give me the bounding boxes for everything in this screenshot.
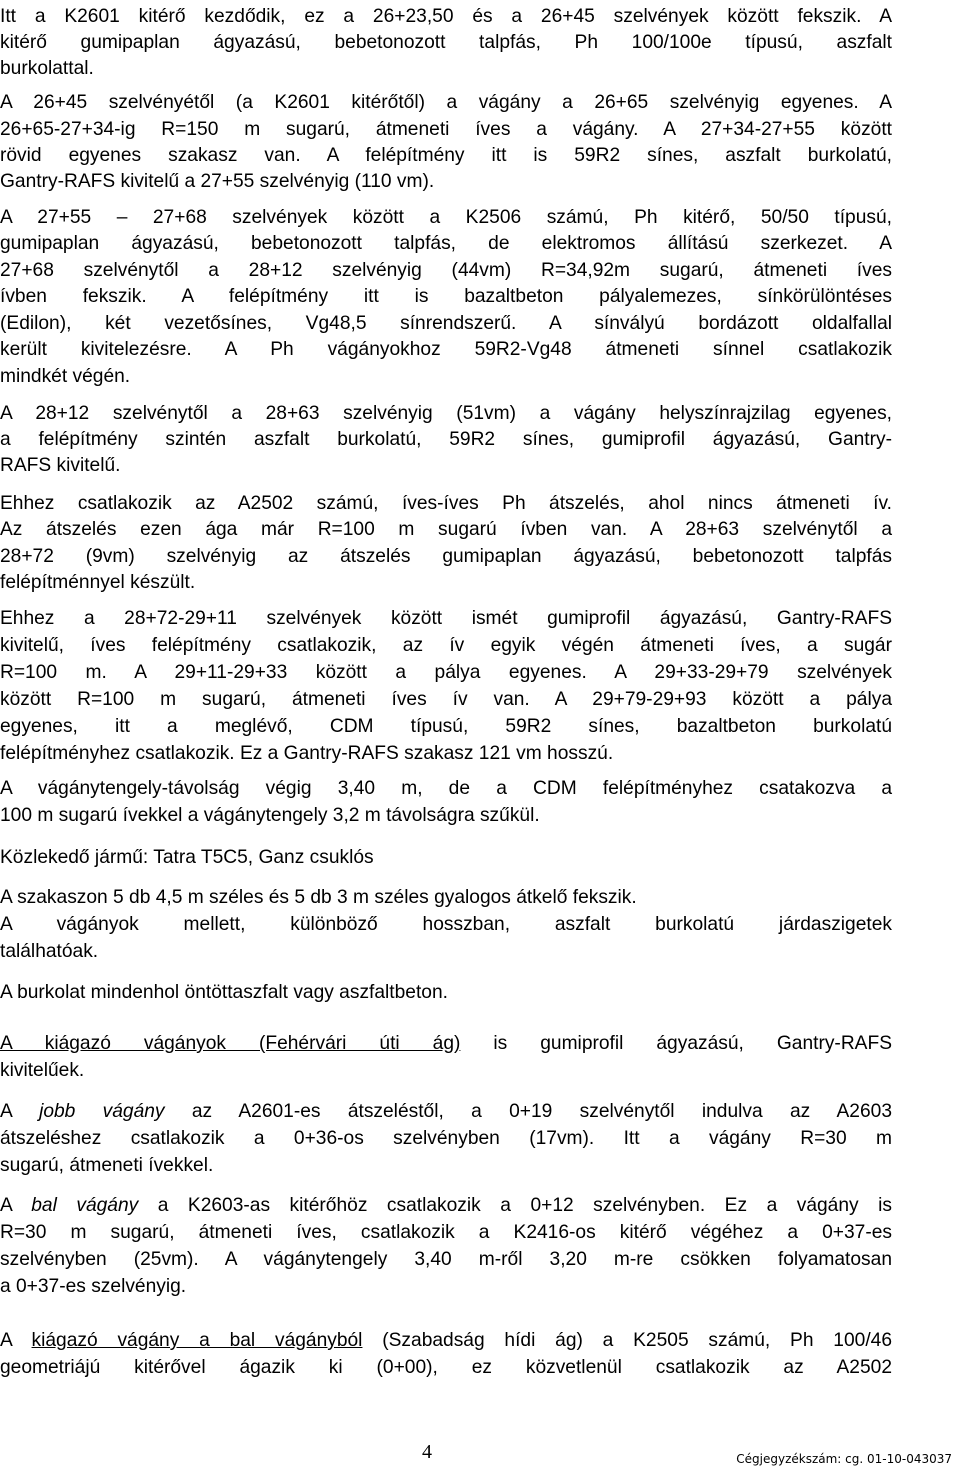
text-line: Itt a K2601 kitérő kezdődik, ez a 26+23,50 és a 26+45 szelvények között fekszik. A xyxy=(0,6,892,27)
text-line: A vágányok mellett, különböző hosszban, aszfalt burkolatú járdaszigetek xyxy=(0,914,892,935)
text-line: 27+68 szelvénytől a 28+12 szelvényig (44vm) R=34,92m sugarú, átmeneti íves xyxy=(0,260,892,281)
text-run: A xyxy=(0,1195,32,1216)
text-line: felépítményhez csatlakozik. Ez a Gantry-RAFS szakasz 121 vm hosszú. xyxy=(0,743,614,764)
text-line xyxy=(0,1193,892,1219)
text-run: A xyxy=(0,1330,32,1351)
text-line: szelvényben (25vm). A vágánytengely 3,40 m-ről 3,20 m-re csökken folyamatosan xyxy=(0,1249,892,1270)
text-line: egyenes, itt a meglévő, CDM típusú, 59R2 sínes, bazaltbeton burkolatú xyxy=(0,716,892,737)
text-line: geometriájú kitérővel ágazik ki (0+00), ez közvetlenül csatlakozik az A2502 xyxy=(0,1357,892,1378)
text-line: a 0+37-es szelvényig. xyxy=(0,1276,187,1297)
text-line: Ehhez csatlakozik az A2502 számú, íves-íves Ph átszelés, ahol nincs átmeneti ív. xyxy=(0,493,892,514)
company-registration-number: Cégjegyzékszám: cg. 01-10-043037 xyxy=(736,1452,952,1466)
text-line: kivitelűek. xyxy=(0,1060,85,1081)
page-number: 4 xyxy=(422,1441,432,1463)
text-line: burkolattal. xyxy=(0,58,94,79)
text-line: Ehhez a 28+72-29+11 szelvények között ismét gumiprofil ágyazású, Gantry-RAFS xyxy=(0,608,892,629)
text-line: ívben fekszik. A felépítmény itt is bazaltbeton pályalemezes, sínkörülöntéses xyxy=(0,286,892,307)
text-line: a felépítmény szintén aszfalt burkolatú, 59R2 sínes, gumiprofil ágyazású, Gantry- xyxy=(0,429,892,450)
text-line: A 28+12 szelvénytől a 28+63 szelvényig (51vm) a vágány helyszínrajzilag egyenes, xyxy=(0,403,892,424)
text-line xyxy=(0,1328,892,1354)
text-run: az A2601-es átszeléstől, a 0+19 szelvénytől indulva az A2603 xyxy=(164,1101,892,1122)
text-line: Közlekedő jármű: Tatra T5C5, Ganz csuklós xyxy=(0,847,374,868)
text-line: A szakaszon 5 db 4,5 m széles és 5 db 3 m széles gyalogos átkelő fekszik. xyxy=(0,887,637,908)
text-line: kitérő gumipaplan ágyazású, bebetonozott talpfás, Ph 100/100e típusú, aszfalt xyxy=(0,32,892,53)
text-run: (Szabadság hídi ág) a K2505 számú, Ph 100/46 xyxy=(362,1330,892,1351)
text-line: R=100 m. A 29+11-29+33 között a pálya egyenes. A 29+33-29+79 szelvények xyxy=(0,662,892,683)
text-line: került kivitelezésre. A Ph vágányokhoz 59R2-Vg48 átmeneti sínnel csatlakozik xyxy=(0,339,892,360)
text-line: találhatóak. xyxy=(0,941,99,962)
text-line: A 27+55 – 27+68 szelvények között a K2506 számú, Ph kitérő, 50/50 típusú, xyxy=(0,207,892,228)
text-line: között R=100 m sugarú, átmeneti íves ív van. A 29+79-29+93 között a pálya xyxy=(0,689,892,710)
text-line: 26+65-27+34-ig R=150 m sugarú, átmeneti íves a vágány. A 27+34-27+55 között xyxy=(0,119,892,140)
underlined-term: kiágazó vágány a bal vágányból xyxy=(31,1330,363,1351)
italic-term: jobb vágány xyxy=(39,1101,165,1122)
text-line: mindkét végén. xyxy=(0,366,131,387)
text-line: (Edilon), két vezetősínes, Vg48,5 sínrendszerű. A sínvályú bordázott oldalfallal xyxy=(0,313,892,334)
text-line: gumipaplan ágyazású, bebetonozott talpfás, de elektromos állítású szerkezet. A xyxy=(0,233,892,254)
text-line: kivitelű, íves felépítmény csatlakozik, az ív egyik végén átmeneti íves, a sugár xyxy=(0,635,892,656)
italic-term: bal vágány xyxy=(31,1195,139,1216)
text-line: 100 m sugarú ívekkel a vágánytengely 3,2 m távolságra szűkül. xyxy=(0,805,540,826)
text-run: A xyxy=(0,1101,40,1122)
underlined-heading: A kiágazó vágányok (Fehérvári úti ág) xyxy=(0,1033,461,1054)
text-line: A 26+45 szelvényétől (a K2601 kitérőtől) a vágány a 26+65 szelvényig egyenes. A xyxy=(0,92,892,113)
text-line: R=30 m sugarú, átmeneti íves, csatlakozik a K2416-os kitérő végéhez a 0+37-es xyxy=(0,1222,892,1243)
text-line: Gantry-RAFS kivitelű a 27+55 szelvényig (110 vm). xyxy=(0,171,435,192)
text-line: 28+72 (9vm) szelvényig az átszelés gumipaplan ágyazású, bebetonozott talpfás xyxy=(0,546,892,567)
text-line xyxy=(0,1099,892,1125)
text-line: A vágánytengely-távolság végig 3,40 m, de a CDM felépítményhez csatakozva a xyxy=(0,778,892,799)
text-line: A burkolat mindenhol öntöttaszfalt vagy aszfaltbeton. xyxy=(0,982,448,1003)
text-line: RAFS kivitelű. xyxy=(0,455,121,476)
text-line: átszeléshez csatlakozik a 0+36-os szelvényben (17vm). Itt a vágány R=30 m xyxy=(0,1128,892,1149)
text-line: rövid egyenes szakasz van. A felépítmény itt is 59R2 sínes, aszfalt burkolatú, xyxy=(0,145,892,166)
text-run: a K2603-as kitérőhöz csatlakozik a 0+12 szelvényben. Ez a vágány is xyxy=(138,1195,892,1216)
text-run: is gumiprofil ágyazású, Gantry-RAFS xyxy=(460,1033,892,1054)
text-line: Az átszelés ezen ága már R=100 m sugarú ívben van. A 28+63 szelvénytől a xyxy=(0,519,892,540)
text-line: felépítménnyel készült. xyxy=(0,572,196,593)
text-line: sugarú, átmeneti ívekkel. xyxy=(0,1155,214,1176)
text-line xyxy=(0,1031,892,1057)
